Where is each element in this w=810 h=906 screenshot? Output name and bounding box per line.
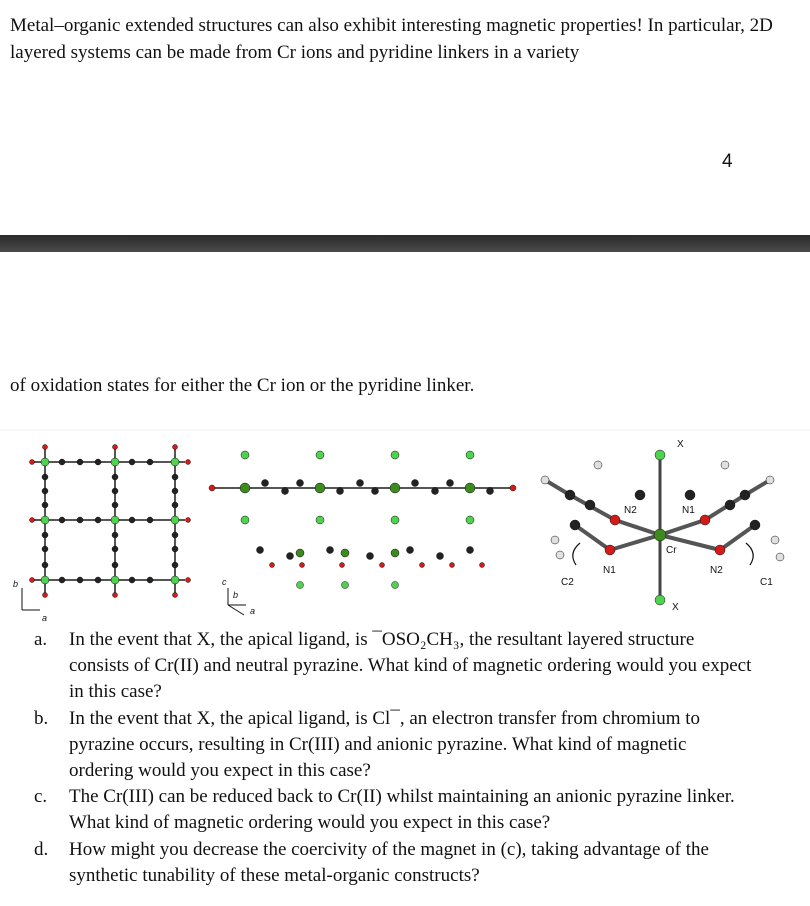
pyrazine-atom xyxy=(129,577,135,583)
pyrazine-atom xyxy=(77,517,83,523)
lower-layer-cr xyxy=(341,549,349,557)
question-c-text: The Cr(III) can be reduced back to Cr(II) whilst maintaining an anionic pyrazine linker. What kind of magnetic ordering would you expect in this case? xyxy=(69,786,735,834)
end-atom xyxy=(186,578,191,583)
hydrogen-atom xyxy=(776,553,784,561)
label-n2-left: N2 xyxy=(624,505,637,516)
pyrazine-atom xyxy=(172,562,178,568)
apical-ligand xyxy=(316,451,324,459)
question-b-text: In the event that X, the apical ligand, is Cl¯, an electron transfer from chromium to pyrazine occurs, resulting in Cr(III) and anionic pyrazine. What kind of magnetic ordering would you expect in this case? xyxy=(69,707,701,782)
lower-layer-atom xyxy=(380,563,385,568)
panel2-axis-b: b xyxy=(233,590,239,600)
question-d xyxy=(34,837,754,889)
crystal-structure-figure xyxy=(0,425,810,625)
apical-ligand xyxy=(391,516,399,524)
pyrazine-atom xyxy=(487,488,494,495)
question-c-letter: c. xyxy=(34,786,48,808)
pyrazine-atom xyxy=(172,546,178,552)
continuation-paragraph: of oxidation states for either the Cr ion or the pyridine linker. xyxy=(10,375,475,396)
question-c xyxy=(34,784,754,836)
lower-layer-atom xyxy=(467,547,474,554)
lower-layer-atom xyxy=(257,547,264,554)
pyrazine-atom xyxy=(42,488,48,494)
panel2-axis-indicator xyxy=(222,577,255,616)
lower-layer-atom xyxy=(287,553,294,560)
pyrazine-atom xyxy=(372,488,379,495)
apical-x-bottom xyxy=(655,595,665,605)
carbon-atom xyxy=(635,490,645,500)
apical-ligand xyxy=(466,451,474,459)
page-number: 4 xyxy=(722,151,733,172)
hydrogen-atom xyxy=(766,476,774,484)
pyrazine-atom xyxy=(42,532,48,538)
label-x-top: X xyxy=(677,439,684,450)
pyrazine-atom xyxy=(42,474,48,480)
pyrazine-atom xyxy=(112,502,118,508)
hydrogen-atom xyxy=(556,551,564,559)
lower-layer-atom xyxy=(367,553,374,560)
end-atom xyxy=(186,460,191,465)
lower-layer-atom xyxy=(407,547,414,554)
lower-layer-atom xyxy=(480,563,485,568)
pyrazine-atom xyxy=(42,546,48,552)
end-atom xyxy=(43,445,48,450)
label-c1: C1 xyxy=(760,577,773,588)
pyrazine-atom xyxy=(172,488,178,494)
hydrogen-atom xyxy=(771,536,779,544)
cr-node xyxy=(171,516,179,524)
pyrazine-atom xyxy=(129,459,135,465)
apical-ligand xyxy=(466,516,474,524)
label-n2-right: N2 xyxy=(710,565,723,576)
cr-center-atom xyxy=(654,529,666,541)
carbon-atom xyxy=(750,520,760,530)
question-b xyxy=(34,706,754,785)
panel2-axis-c: c xyxy=(222,577,227,587)
pyrazine-atom xyxy=(42,502,48,508)
pyrazine-atom xyxy=(337,488,344,495)
oxygen-atom xyxy=(605,545,615,555)
cr-node xyxy=(111,458,119,466)
panel1-axis-a: a xyxy=(42,613,48,623)
question-b-letter: b. xyxy=(34,707,49,729)
panel1-axis-b: b xyxy=(13,579,19,589)
pyrazine-atom xyxy=(59,577,65,583)
cr-atom xyxy=(240,483,250,493)
hydrogen-atom xyxy=(594,461,602,469)
end-atom xyxy=(30,578,35,583)
lower-layer-atom xyxy=(437,553,444,560)
pyrazine-atom xyxy=(95,577,101,583)
lower-layer-atom xyxy=(300,563,305,568)
pyrazine-atom xyxy=(77,459,83,465)
hydrogen-atom xyxy=(721,461,729,469)
carbon-atom xyxy=(685,490,695,500)
cr-atom xyxy=(315,483,325,493)
end-atom xyxy=(173,593,178,598)
pyrazine-atom xyxy=(147,577,153,583)
pyrazine-atom xyxy=(357,480,364,487)
cr-node xyxy=(111,576,119,584)
end-atom xyxy=(186,518,191,523)
lower-layer-ligand xyxy=(297,582,304,589)
label-n1-right: N1 xyxy=(682,505,695,516)
apical-ligand xyxy=(241,451,249,459)
pyrazine-atom xyxy=(129,517,135,523)
question-d-letter: d. xyxy=(34,838,49,860)
oxygen-atom xyxy=(715,545,725,555)
pyrazine-atom xyxy=(282,488,289,495)
lower-layer-cr xyxy=(296,549,304,557)
carbon-atom xyxy=(585,500,595,510)
intro-paragraph: Metal–organic extended structures can also exhibit interesting magnetic properties! In particular, 2D layered systems can be made from Cr ions and pyridine linkers in a variety xyxy=(10,15,773,63)
rotation-arrow-left xyxy=(573,543,580,565)
cr-node xyxy=(41,516,49,524)
cr-node xyxy=(171,458,179,466)
pyrazine-atom xyxy=(147,459,153,465)
carbon-atom xyxy=(740,490,750,500)
end-atom xyxy=(113,593,118,598)
apical-ligand xyxy=(316,516,324,524)
pyrazine-atom xyxy=(432,488,439,495)
pyrazine-atom xyxy=(112,474,118,480)
hydrogen-atom xyxy=(551,536,559,544)
lower-layer-atom xyxy=(420,563,425,568)
label-cr: Cr xyxy=(666,545,677,556)
lower-layer-atom xyxy=(270,563,275,568)
pyrazine-atom xyxy=(42,562,48,568)
question-list xyxy=(34,627,754,889)
pyrazine-atom xyxy=(447,480,454,487)
question-a-text: In the event that X, the apical ligand, is ¯OSO₂CH₃, the resultant layered structure consists of Cr(II) and neutral pyrazine. What kind of magnetic ordering would you expect in this case? xyxy=(69,629,752,703)
pyrazine-atom xyxy=(112,532,118,538)
hydrogen-atom xyxy=(541,476,549,484)
pyrazine-atom xyxy=(59,459,65,465)
end-atom xyxy=(173,445,178,450)
panel-layer-side-view xyxy=(209,451,516,616)
pyrazine-atom xyxy=(95,459,101,465)
pyrazine-atom xyxy=(147,517,153,523)
figure-svg xyxy=(0,425,810,625)
pyrazine-atom xyxy=(59,517,65,523)
pyrazine-atom xyxy=(112,546,118,552)
apical-x-top xyxy=(655,450,665,460)
lower-layer-ligand xyxy=(342,582,349,589)
pyrazine-atom xyxy=(412,480,419,487)
lower-layer-atom xyxy=(327,547,334,554)
lower-layer-ligand xyxy=(392,582,399,589)
cr-node xyxy=(111,516,119,524)
apical-ligand xyxy=(241,516,249,524)
panel2-axis-a: a xyxy=(250,606,256,616)
lower-layer-cr xyxy=(391,549,399,557)
pyrazine-atom xyxy=(112,562,118,568)
carbon-atom xyxy=(565,490,575,500)
pyrazine-atom xyxy=(172,474,178,480)
cr-atom xyxy=(390,483,400,493)
cr-node xyxy=(41,576,49,584)
pyrazine-atom xyxy=(95,517,101,523)
lower-layer-atom xyxy=(340,563,345,568)
question-a xyxy=(34,627,754,706)
carbon-atom xyxy=(725,500,735,510)
cr-node xyxy=(41,458,49,466)
end-atom xyxy=(510,485,516,491)
cr-atom xyxy=(465,483,475,493)
oxygen-atom xyxy=(610,515,620,525)
end-atom xyxy=(30,518,35,523)
apical-ligand xyxy=(391,451,399,459)
pyrazine-atom xyxy=(172,502,178,508)
pyrazine-atom xyxy=(262,480,269,487)
end-atom xyxy=(30,460,35,465)
pyrazine-atom xyxy=(112,488,118,494)
page-divider xyxy=(0,235,810,252)
question-a-letter: a. xyxy=(34,629,48,650)
label-x-bottom: X xyxy=(672,602,679,613)
panel1-axis-indicator xyxy=(13,579,47,623)
end-atom xyxy=(113,445,118,450)
pyrazine-atom xyxy=(77,577,83,583)
pyrazine-atom xyxy=(172,532,178,538)
question-d-text: How might you decrease the coercivity of the magnet in (c), taking advantage of the synthetic tunability of these metal-organic constructs? xyxy=(69,838,709,886)
pyrazine-atom xyxy=(297,480,304,487)
end-atom xyxy=(209,485,215,491)
rotation-arrow-right xyxy=(746,543,753,565)
end-atom xyxy=(43,593,48,598)
lower-layer-atom xyxy=(450,563,455,568)
cr-node xyxy=(171,576,179,584)
label-c2: C2 xyxy=(561,577,574,588)
panel-coordination-environment xyxy=(541,439,784,613)
oxygen-atom xyxy=(700,515,710,525)
label-n1-left: N1 xyxy=(603,565,616,576)
carbon-atom xyxy=(570,520,580,530)
panel-grid-network xyxy=(13,445,191,624)
